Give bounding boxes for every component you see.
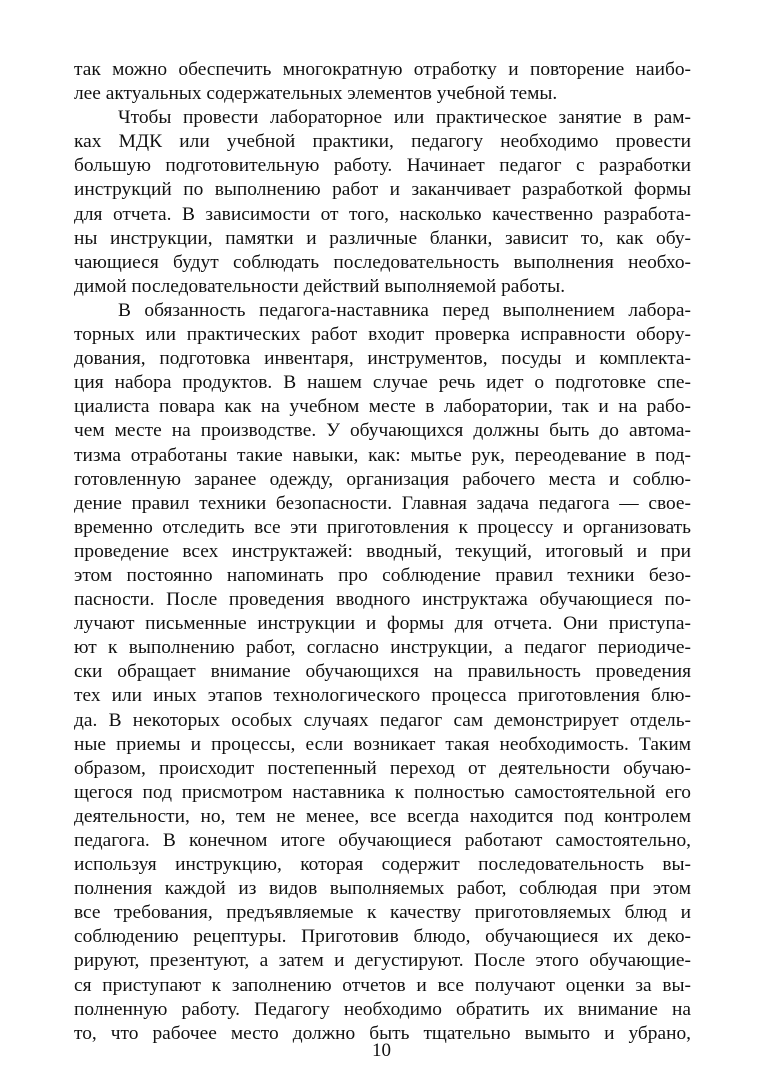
text-line: да. В некоторых особых случаях педагог сам демонстрирует отдель- (74, 709, 691, 731)
text-line: образом, происходит постепенный переход от деятельности обучаю- (74, 757, 691, 779)
text-line: инструкций по выполнению работ и заканчивает разработкой формы (74, 179, 691, 201)
text-line: циалиста повара как на учебном месте в лаборатории, так и на рабо- (74, 396, 691, 418)
text-line: соблюдению рецептуры. Приготовив блюдо, обучающиеся их деко- (74, 926, 691, 948)
text-line: ся приступают к заполнению отчетов и все получают оценки за вы- (74, 974, 691, 996)
text-line: то, что рабочее место должно быть тщательно вымыто и убрано, (74, 1022, 691, 1044)
paragraph (74, 58, 691, 106)
text-line: ны инструкции, памятки и различные бланки, зависит то, как обу- (74, 227, 691, 249)
text-line: рируют, презентуют, а затем и дегустируют. После этого обучающие- (74, 950, 691, 972)
text-line: временно отследить все эти приготовления к процессу и организовать (74, 516, 691, 538)
body-text (74, 58, 691, 1046)
text-line: лучают письменные инструкции и формы для отчета. Они приступа- (74, 613, 691, 635)
text-line: тизма отработаны такие навыки, как: мытье рук, переодевание в под- (74, 444, 691, 466)
text-line: пасности. После проведения вводного инструктажа обучающиеся по- (74, 589, 691, 611)
text-line: большую подготовительную работу. Начинает педагог с разработки (74, 155, 691, 177)
text-line: чающиеся будут соблюдать последовательность выполнения необхо- (74, 251, 691, 273)
text-line: полненную работу. Педагогу необходимо обратить их внимание на (74, 998, 691, 1020)
text-line: деятельности, но, тем не менее, все всегда находится под контролем (74, 805, 691, 827)
text-line: Чтобы провести лабораторное или практическое занятие в рам- (118, 107, 691, 129)
text-line: ные приемы и процессы, если возникает такая необходимость. Таким (74, 733, 691, 755)
text-line: димой последовательности действий выполняемой работы. (74, 275, 566, 297)
text-line: готовленную заранее одежду, организация рабочего места и соблю- (74, 468, 691, 490)
page-number: 10 (372, 1040, 391, 1061)
text-line: полнения каждой из видов выполняемых работ, соблюдая при этом (74, 878, 691, 900)
text-line: ках МДК или учебной практики, педагогу необходимо провести (74, 131, 691, 153)
text-line: используя инструкцию, которая содержит последовательность вы- (74, 854, 691, 876)
text-line: щегося под присмотром наставника к полностью самостоятельной его (74, 781, 691, 803)
paragraph (74, 106, 691, 299)
text-line: для отчета. В зависимости от того, насколько качественно разработа- (74, 203, 691, 225)
text-line: этом постоянно напоминать про соблюдение правил техники безо- (74, 564, 691, 586)
text-line: педагога. В конечном итоге обучающиеся работают самостоятельно, (74, 830, 691, 851)
text-line: так можно обеспечить многократную отработку и повторение наибо- (74, 59, 691, 80)
text-line: дования, подготовка инвентаря, инструментов, посуды и комплекта- (74, 348, 691, 370)
text-line: торных или практических работ входит проверка исправности обору- (74, 324, 691, 346)
text-line: лее актуальных содержательных элементов учебной темы. (74, 83, 558, 105)
text-line: дение правил техники безопасности. Главная задача педагога — свое- (74, 492, 691, 514)
text-line: В обязанность педагога-наставника перед выполнением лабора- (118, 299, 691, 321)
text-line: тех или иных этапов технологического процесса приготовления блю- (74, 685, 691, 707)
text-line: ция набора продуктов. В нашем случае речь идет о подготовке спе- (74, 372, 691, 394)
text-line: ют к выполнению работ, согласно инструкции, а педагог периодиче- (74, 637, 691, 659)
paragraph (74, 299, 691, 1046)
text-line: все требования, предъявляемые к качеству приготовляемых блюд и (74, 902, 691, 924)
text-line: чем месте на производстве. У обучающихся должны быть до автома- (74, 420, 691, 442)
text-line: проведение всех инструктажей: вводный, текущий, итоговый и при (74, 540, 691, 562)
text-line: ски обращает внимание обучающихся на правильность проведения (74, 661, 691, 683)
